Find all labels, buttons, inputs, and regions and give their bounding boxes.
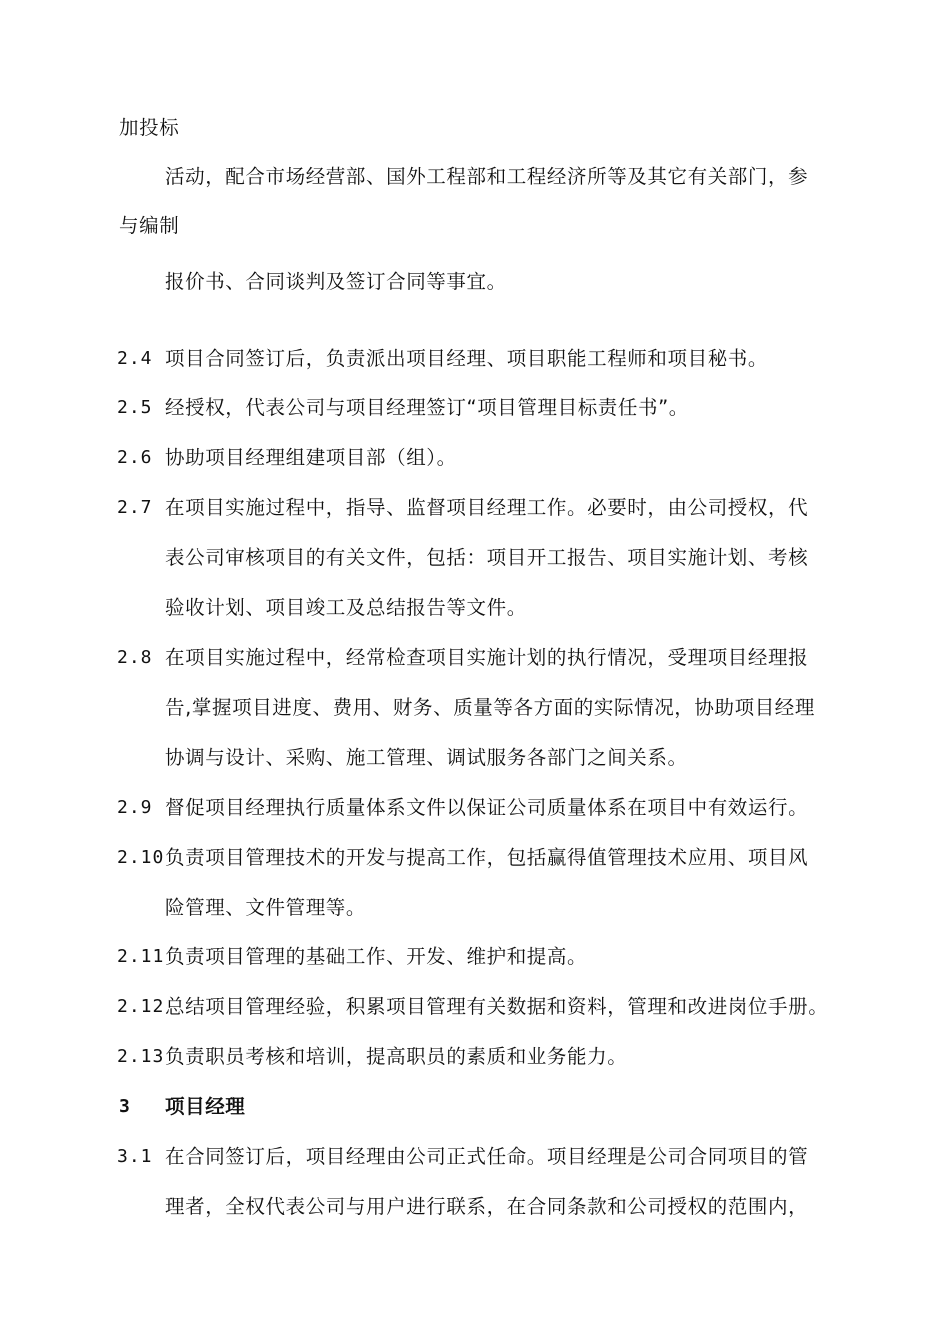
- item-number: 2.6: [117, 447, 153, 468]
- intro-line-4: 报价书、合同谈判及签订合同等事宜。: [165, 270, 507, 293]
- item-text: 经授权，代表公司与项目经理签订“项目管理目标责任书”。: [165, 396, 689, 419]
- item-text: 在项目实施过程中，指导、监督项目经理工作。必要时，由公司授权，代: [165, 496, 809, 519]
- item-text: 在项目实施过程中，经常检查项目实施计划的执行情况，受理项目经理报: [165, 646, 809, 669]
- item-text: 表公司审核项目的有关文件，包括：项目开工报告、项目实施计划、考核: [165, 546, 809, 569]
- item-text: 险管理、文件管理等。: [165, 896, 367, 919]
- item-number: 2.5: [117, 397, 153, 418]
- item-text: 项目合同签订后，负责派出项目经理、项目职能工程师和项目秘书。: [165, 347, 769, 370]
- item-number: 3.1: [117, 1146, 153, 1167]
- intro-line-2: 活动，配合市场经营部、国外工程部和工程经济所等及其它有关部门，参: [165, 165, 809, 188]
- item-text: 督促项目经理执行质量体系文件以保证公司质量体系在项目中有效运行。: [165, 796, 809, 819]
- intro-line-3: 与编制: [119, 214, 180, 237]
- item-text: 总结项目管理经验，积累项目管理有关数据和资料，管理和改进岗位手册。: [165, 995, 829, 1018]
- item-text: 协助项目经理组建项目部（组）。: [165, 446, 457, 469]
- item-text: 理者，全权代表公司与用户进行联系，在合同条款和公司授权的范围内，: [165, 1195, 809, 1218]
- item-number: 2.8: [117, 647, 153, 668]
- item-text: 负责项目管理的基础工作、开发、维护和提高。: [165, 945, 588, 968]
- item-number: 2.4: [117, 348, 153, 369]
- section-title: 项目经理: [165, 1095, 246, 1118]
- section-number: 3: [119, 1096, 131, 1117]
- item-number: 2.13: [117, 1046, 165, 1067]
- item-text: 告,掌握项目进度、费用、财务、质量等各方面的实际情况，协助项目经理: [165, 696, 815, 719]
- item-text: 验收计划、项目竣工及总结报告等文件。: [165, 596, 527, 619]
- item-number: 2.7: [117, 497, 153, 518]
- item-text: 在合同签订后，项目经理由公司正式任命。项目经理是公司合同项目的管: [165, 1145, 809, 1168]
- item-number: 2.12: [117, 996, 165, 1017]
- item-text: 协调与设计、采购、施工管理、调试服务各部门之间关系。: [165, 746, 688, 769]
- intro-line-1: 加投标: [119, 116, 180, 139]
- item-text: 负责职员考核和培训，提高职员的素质和业务能力。: [165, 1045, 628, 1068]
- item-number: 2.9: [117, 797, 153, 818]
- item-number: 2.11: [117, 946, 165, 967]
- item-number: 2.10: [117, 847, 165, 868]
- item-text: 负责项目管理技术的开发与提高工作，包括赢得值管理技术应用、项目风: [165, 846, 809, 869]
